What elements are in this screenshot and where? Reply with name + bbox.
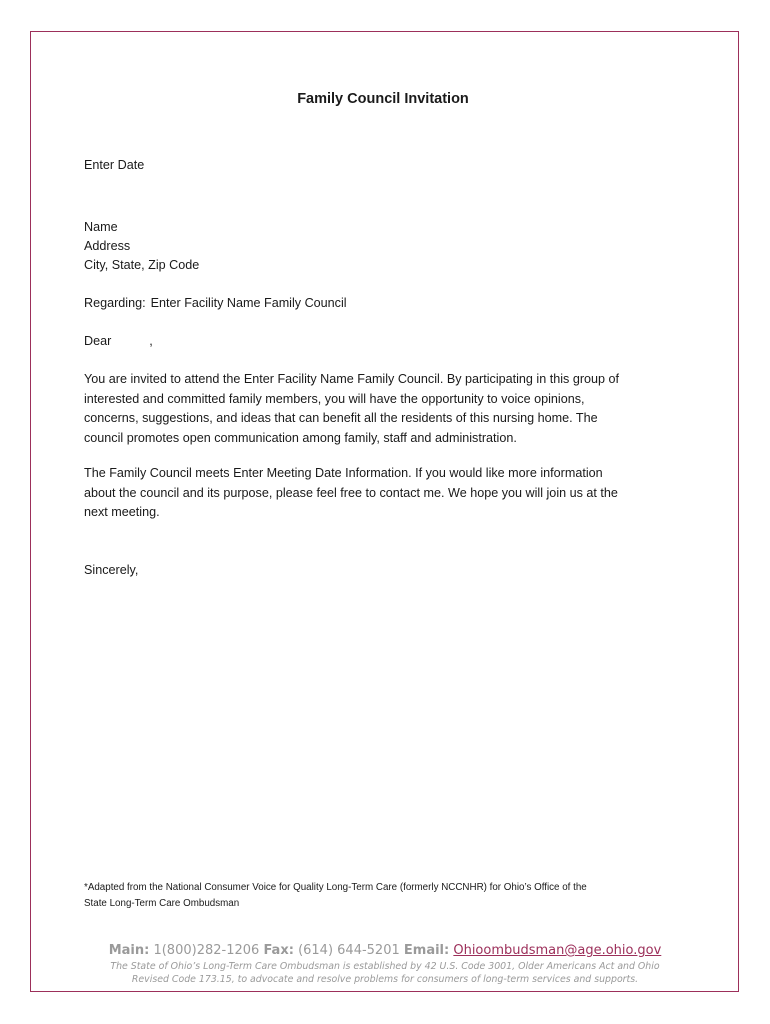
- paragraph-line: You are invited to attend the Enter Facility Name Family Council. By participating in this group of: [84, 372, 620, 386]
- contact-line: [0, 943, 770, 958]
- salutation-comma: ,: [149, 334, 153, 348]
- paragraph-invitation: [84, 370, 684, 448]
- statute-line: Revised Code 173.15, to advocate and resolve problems for consumers of long-term services and supports.: [131, 974, 639, 985]
- footnote: [84, 880, 704, 912]
- paragraph-line: interested and committed family members, you will have the opportunity to voice opinions,: [84, 391, 585, 406]
- email-label: Email:: [403, 943, 450, 958]
- paragraph-line: about the council and its purpose, please feel free to contact me. We hope you will join us at the: [84, 485, 618, 500]
- email-link[interactable]: Ohioombudsman@age.ohio.gov: [453, 943, 662, 958]
- paragraph-line: concerns, suggestions, and ideas that can benefit all the residents of this nursing home. The: [84, 411, 598, 425]
- paragraph-meeting-info: [84, 464, 684, 523]
- regarding-label: Regarding:: [84, 296, 146, 310]
- statute-line: The State of Ohio’s Long-Term Care Ombudsman is established by 42 U.S. Code 3001, Older Americans Act and Ohio: [110, 961, 660, 972]
- fax-label: Fax:: [263, 943, 294, 958]
- letter-date: Enter Date: [84, 158, 145, 172]
- regarding-value: Enter Facility Name Family Council: [150, 296, 347, 310]
- paragraph-line: council promotes open communication among family, staff and administration.: [84, 430, 517, 445]
- salutation: Dear: [84, 334, 112, 348]
- fax-number: (614) 644-5201: [298, 943, 400, 958]
- main-label: Main:: [108, 943, 150, 958]
- recipient-city-state-zip: City, State, Zip Code: [84, 258, 200, 272]
- footnote-line: *Adapted from the National Consumer Voice for Quality Long-Term Care (formerly NCCNHR) for Ohio’s Office of the: [84, 882, 587, 893]
- paragraph-line: next meeting.: [84, 505, 160, 519]
- salutation-line: [84, 332, 153, 352]
- footnote-line: State Long-Term Care Ombudsman: [84, 898, 240, 909]
- recipient-address: Address: [84, 239, 131, 253]
- paragraph-line: The Family Council meets Enter Meeting Date Information. If you would like more information: [84, 466, 603, 480]
- closing: Sincerely,: [84, 563, 139, 577]
- recipient-name: Name: [84, 220, 118, 234]
- main-phone: 1(800)282-1206: [153, 943, 260, 958]
- statute-note: [0, 960, 770, 986]
- letter-title: Family Council Invitation: [297, 91, 469, 107]
- regarding-line: [84, 294, 347, 314]
